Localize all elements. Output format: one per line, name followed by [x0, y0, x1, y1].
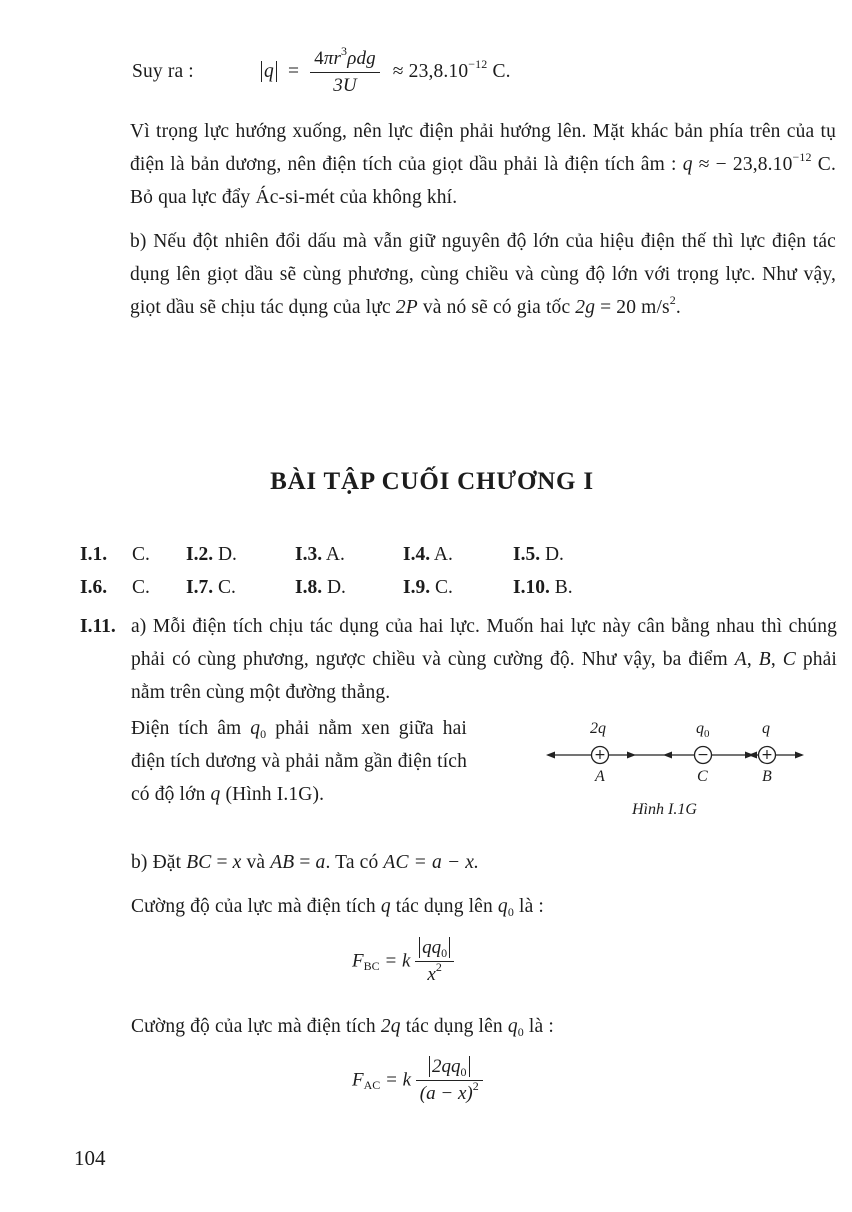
eq-sign: =	[287, 60, 300, 82]
formula-fac	[352, 1054, 483, 1107]
answer-item: I.5. D.	[513, 544, 564, 565]
point-A: A	[595, 768, 605, 785]
fbc-fraction	[415, 935, 454, 988]
paragraph-part-b: b) Nếu đột nhiên đổi dấu mà vẫn giữ nguyên độ lớn của hiệu điện thế thì lực điện tác dụng lên giọt dầu sẽ cùng phương, cùng chiều và cùng độ lớn với trọng lực. Như vậy, giọt dầu sẽ chịu tác dụng của lực 2P và nó sẽ có gia tốc 2g = 20 $m/s^2$.	[130, 231, 836, 318]
answer-item: I.9. C.	[403, 577, 453, 598]
page-number: 104	[74, 1146, 106, 1170]
arrow-left-B	[748, 752, 757, 759]
label-q: q	[762, 720, 770, 737]
figure-caption: Hình I.1G	[632, 801, 697, 818]
point-C: C	[697, 768, 708, 785]
q-abs: q	[261, 61, 277, 82]
label-q0: $q_0$	[696, 720, 710, 740]
answer-item: I.10. B.	[513, 577, 573, 598]
q-numerator: $4\pi r^3\rho dg$	[314, 44, 376, 69]
answer-value: C.	[132, 544, 150, 565]
fbc-F: F	[352, 950, 364, 972]
sign-C: −	[697, 747, 709, 763]
fbc-intro: Cường độ của lực mà điện tích q tác dụng lên $q_0$ là :	[131, 896, 544, 919]
answer-item: I.3. A.	[295, 544, 345, 565]
paragraph-charge-sign: Vì trọng lực hướng xuống, nên lực điện phải hướng lên. Mặt khác bản phía trên của tụ điện là bản dương, nên điện tích của giọt dầu phải là điện tích âm : q ≈ − $23,8.10^{-12}$ C. Bỏ qua lực đẩy Ác-si-mét của không khí.	[130, 121, 836, 208]
fac-eq: = k	[380, 1069, 412, 1091]
q-fraction	[310, 46, 380, 99]
fbc-eq: = k	[379, 950, 411, 972]
answer-item: I.7. C.	[186, 577, 236, 598]
fac-numerator: $2qq_0$	[416, 1054, 483, 1080]
arrow-left-C	[663, 752, 672, 759]
fac-F: F	[352, 1069, 364, 1091]
answer-item: I.4. A.	[403, 544, 453, 565]
fac-fraction	[416, 1054, 483, 1107]
sign-B: +	[761, 747, 773, 763]
point-B: B	[762, 768, 772, 785]
fbc-denominator: $x^2$	[415, 961, 454, 988]
fac-sub: AC	[363, 1077, 381, 1092]
sign-A: +	[594, 747, 606, 763]
problem-i11-part-a: a) Mỗi điện tích chịu tác dụng của hai lực. Muốn hai lực này cân bằng nhau thì chúng phải có cùng phương, ngược chiều và cùng cường độ. Như vậy, ba điểm A, B, C phải nằm trên cùng một đường thẳng.	[131, 616, 837, 703]
fbc-numerator: $qq_0$	[415, 935, 454, 961]
problem-i11-part-b: b) Đặt BC = x và AB = a. Ta có AC = a − x.	[131, 852, 480, 873]
answer-item: I.6.	[80, 577, 108, 598]
suyra-label: Suy ra :	[132, 60, 194, 82]
formula-fbc	[352, 935, 454, 988]
fac-intro: Cường độ của lực mà điện tích 2q tác dụng lên $q_0$ là :	[131, 1016, 554, 1039]
fac-denominator: $(a - x)^2$	[416, 1080, 483, 1107]
answer-item: I.8. D.	[295, 577, 346, 598]
q-denominator: 3U	[310, 72, 380, 99]
suyra-formula	[132, 46, 732, 99]
arrow-left-A	[546, 752, 555, 759]
problem-i11-label: I.11.	[80, 616, 116, 637]
approx-value: ≈ $23,8.10^{-12}$ C.	[392, 56, 511, 82]
label-2q: 2q	[590, 720, 606, 737]
answer-item: I.1.	[80, 544, 108, 565]
figure-i1g	[540, 718, 810, 828]
negative-charge-paragraph: Điện tích âm $q_0$ phải nằm xen giữa hai điện tích dương và phải nằm gần điện tích có độ lớn q (Hình I.1G).	[131, 718, 467, 805]
answer-item: I.2. D.	[186, 544, 237, 565]
fbc-sub: BC	[363, 958, 380, 973]
section-title: BÀI TẬP CUỐI CHƯƠNG I	[270, 468, 594, 495]
arrow-right-B	[795, 752, 804, 759]
arrow-right-A	[627, 752, 636, 759]
answer-value: C.	[132, 577, 150, 598]
